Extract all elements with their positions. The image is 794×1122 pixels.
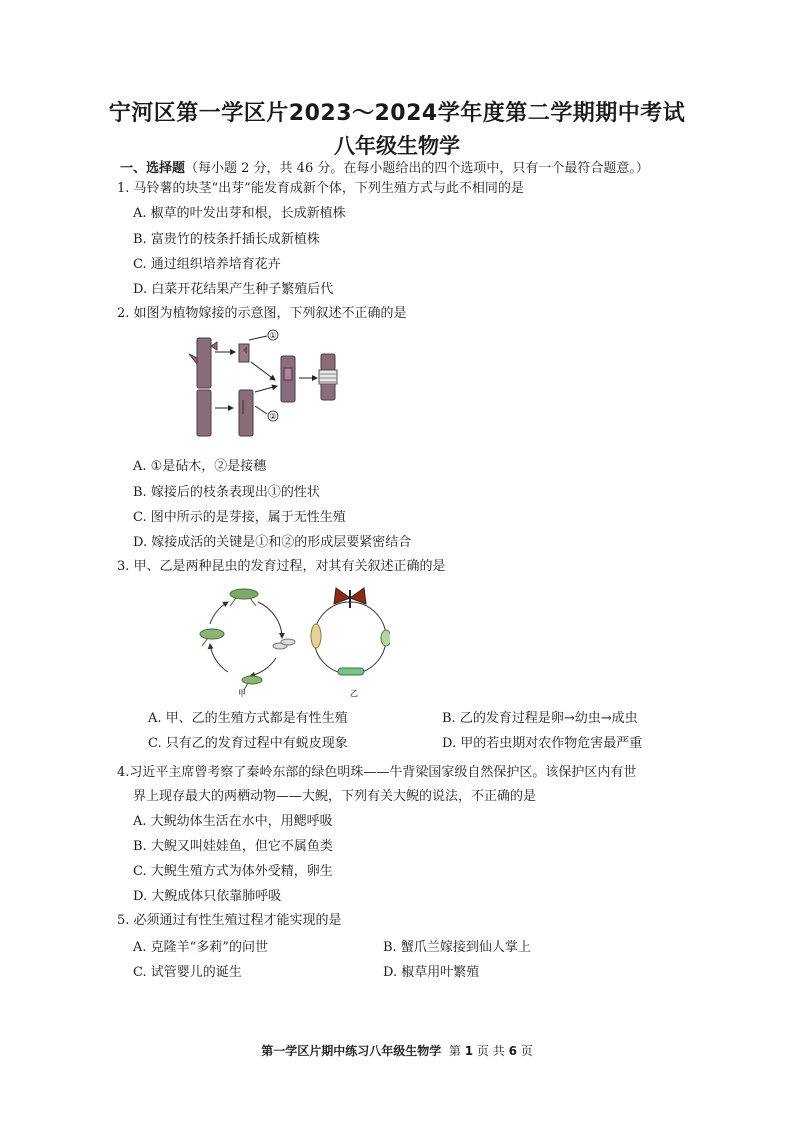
caterpillar <box>338 668 364 675</box>
q3-option-d: D. 甲的若虫期对农作物危害最严重 <box>442 736 643 751</box>
eggs <box>273 639 295 649</box>
grafting-diagram <box>185 328 355 438</box>
q4-option-a: A. 大鲵幼体生活在水中，用鳃呼吸 <box>133 814 333 829</box>
q3-option-b: B. 乙的发育过程是卵→幼虫→成虫 <box>442 711 638 726</box>
q5-option-b: B. 蟹爪兰嫁接到仙人掌上 <box>383 940 531 955</box>
footer-page-prefix: 第 <box>448 1044 461 1058</box>
q1-option-a: A. 椒草的叶发出芽和根，长成新植株 <box>133 206 346 221</box>
footer-page-number: 1 <box>464 1044 474 1058</box>
q5-option-a: A. 克隆羊“多莉”的问世 <box>133 940 268 955</box>
q4-stem-line2: 界上现存最大的两栖动物——大鲵，下列有关大鲵的说法，不正确的是 <box>133 789 537 804</box>
q1-option-b: B. 富贵竹的枝条扦插长成新植株 <box>133 232 320 247</box>
page-footer <box>0 1042 794 1059</box>
section-label: 一、选择题 <box>120 161 186 176</box>
q1-option-c: C. 通过组织培养培育花卉 <box>133 257 281 272</box>
section-heading <box>120 160 649 178</box>
q2-option-d: D. 嫁接成活的关键是①和②的形成层要紧密结合 <box>133 535 412 550</box>
q4-option-b: B. 大鲵又叫娃娃鱼，但它不属鱼类 <box>133 839 333 854</box>
insect-development-diagram <box>190 580 390 700</box>
q3-option-a: A. 甲、乙的生殖方式都是有性生殖 <box>148 711 348 726</box>
bound-branch <box>319 354 337 400</box>
pupa <box>311 624 321 648</box>
label-2: ② <box>269 412 277 421</box>
footer-page-mid: 页 共 <box>476 1044 505 1058</box>
footer-page-suffix: 页 <box>520 1044 533 1058</box>
butterfly-egg <box>381 630 390 646</box>
footer-total-pages: 6 <box>508 1044 517 1058</box>
q5-option-d: D. 椒草用叶繁殖 <box>383 965 480 980</box>
cycle-yi <box>311 588 390 698</box>
q3-option-c: C. 只有乙的发育过程中有蜕皮现象 <box>148 736 348 751</box>
grafted-branch <box>281 356 295 402</box>
q5-option-c: C. 试管婴儿的诞生 <box>133 965 242 980</box>
q4-option-c: C. 大鲵生殖方式为体外受精，卵生 <box>133 864 333 879</box>
label-jia: 甲 <box>238 689 246 698</box>
nymph-small <box>242 676 262 690</box>
q1-stem: 1. 马铃薯的块茎“出芽”能发育成新个体，下列生殖方式与此不相同的是 <box>117 181 524 196</box>
q2-option-a: A. ①是砧木，②是接穗 <box>133 459 267 474</box>
footer-exam-name: 第一学区片期中练习八年级生物学 <box>261 1044 442 1058</box>
exam-title: 宁河区第一学区片2023～2024学年度第二学期期中考试 <box>108 101 686 126</box>
q2-option-c: C. 图中所示的是芽接，属于无性生殖 <box>133 510 346 525</box>
butterfly <box>334 588 366 608</box>
q4-stem-line1: 4.习近平主席曾考察了秦岭东部的绿色明珠——牛背梁国家级自然保护区。该保护区内有世 <box>117 765 637 780</box>
q1-option-d: D. 白菜开花结果产生种子繁殖后代 <box>133 282 334 297</box>
q5-stem: 5. 必须通过有性生殖过程才能实现的是 <box>117 913 342 928</box>
nymph-large <box>200 629 224 646</box>
q2-option-b: B. 嫁接后的枝条表现出①的性状 <box>133 485 320 500</box>
stock-branch-bottom <box>197 390 211 436</box>
stock-branch-top <box>189 338 217 388</box>
cycle-jia <box>200 589 295 698</box>
adult-grasshopper <box>230 589 258 606</box>
label-1: ① <box>269 331 277 340</box>
q2-stem: 2. 如图为植物嫁接的示意图，下列叙述不正确的是 <box>117 306 407 321</box>
bud-scion <box>239 344 249 362</box>
q3-stem: 3. 甲、乙是两种昆虫的发育过程，对其有关叙述正确的是 <box>117 559 446 574</box>
label-yi: 乙 <box>350 689 358 698</box>
q4-option-d: D. 大鲵成体只依靠肺呼吸 <box>133 889 282 904</box>
exam-subtitle: 八年级生物学 <box>334 134 460 158</box>
cut-stock <box>239 390 253 436</box>
section-note: （每小题 2 分，共 46 分。在每小题给出的四个选项中，只有一个最符合题意。） <box>185 161 649 176</box>
